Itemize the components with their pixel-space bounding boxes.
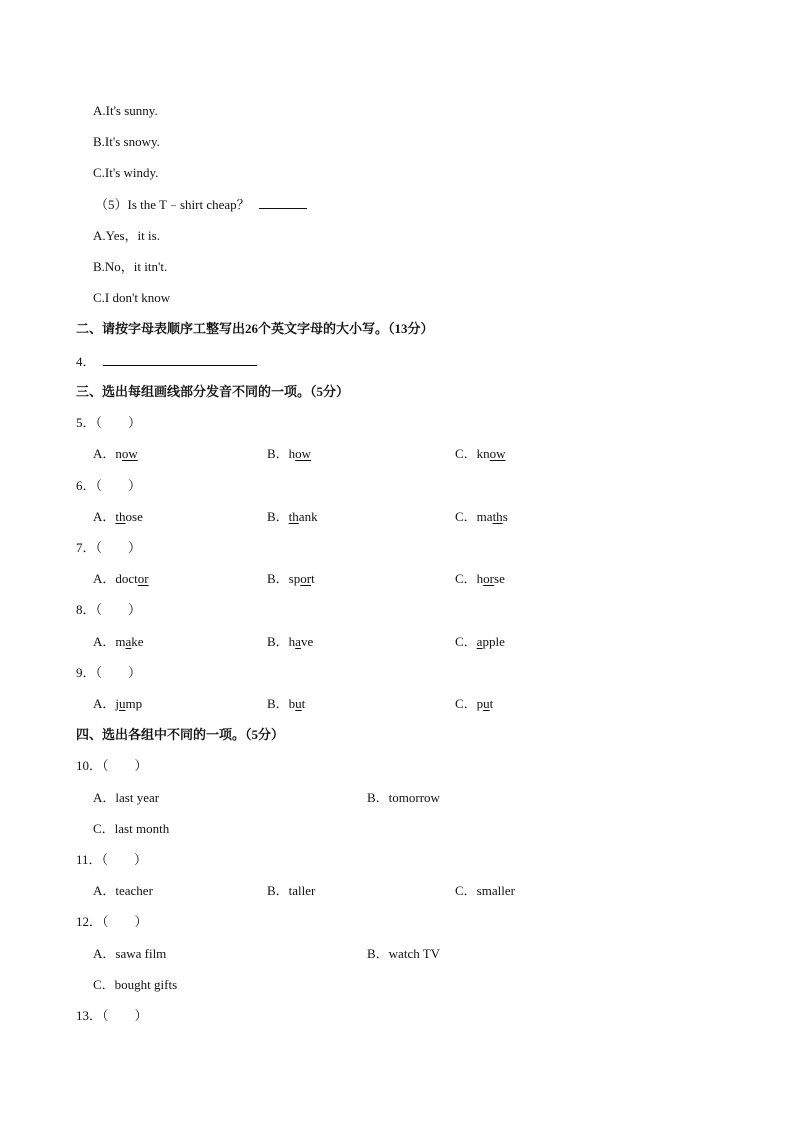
word-part: h [288, 446, 296, 461]
option-label: B． [267, 509, 289, 524]
option-b: B.It's snowy. [93, 134, 160, 149]
option-label: B． [267, 696, 289, 711]
option-label: C． [455, 634, 477, 649]
question-number: 7．（ ） [76, 540, 142, 555]
question-number: 9．（ ） [76, 665, 142, 680]
underlined-part: th [115, 509, 126, 524]
option-a: A.It's sunny. [93, 103, 158, 118]
underlined-part: ow [295, 446, 312, 461]
underlined-part: u [295, 696, 302, 711]
section-2-title: 二、请按字母表顺序工整写出26个英文字母的大小写。（13分） [76, 321, 434, 336]
question-number: 8．（ ） [76, 602, 142, 617]
answer-blank[interactable] [103, 353, 257, 366]
answer-blank[interactable] [259, 196, 307, 209]
underlined-part: th [288, 509, 299, 524]
option-label: C． [455, 446, 477, 461]
question-number: 13．（ ） [76, 1008, 148, 1023]
word-part: n [115, 446, 122, 461]
word-part: ke [131, 634, 144, 649]
option-label: A． [93, 696, 116, 711]
question-number: 10．（ ） [76, 758, 148, 773]
word-part: ma [476, 509, 493, 524]
word-part: ose [125, 509, 143, 524]
underlined-part: u [483, 696, 490, 711]
option-b: B．tomorrow [367, 790, 440, 805]
option-a [93, 634, 144, 650]
option-label: C． [455, 571, 477, 586]
underlined-part: or [300, 571, 312, 586]
question-5-subpart [95, 196, 307, 213]
word-part: m [115, 634, 126, 649]
question-number: 6．（ ） [76, 478, 142, 493]
option-a [93, 571, 149, 587]
word-part: doct [115, 571, 138, 586]
underlined-part: th [492, 509, 503, 524]
option-label: C． [455, 696, 477, 711]
option-label: A． [93, 446, 116, 461]
option-label: A． [93, 634, 116, 649]
word-part: kn [476, 446, 490, 461]
option-label: A． [93, 509, 116, 524]
option-a [93, 446, 138, 462]
word-part: t [489, 696, 494, 711]
option-b [267, 509, 318, 525]
word-part: ve [300, 634, 314, 649]
option-a: A．last year [93, 790, 160, 805]
option-b [267, 571, 315, 587]
option-label: C． [455, 509, 477, 524]
option-c: C.It's windy. [93, 165, 159, 180]
option-c: C．bought gifts [93, 977, 178, 992]
word-part: sp [288, 571, 301, 586]
word-part: se [494, 571, 505, 586]
underlined-part: a [476, 634, 483, 649]
option-a [93, 696, 142, 712]
section-3-title: 三、选出每组画线部分发音不同的一项。（5分） [76, 384, 350, 399]
word-part: h [288, 634, 296, 649]
option-c: C.I don't know [93, 290, 171, 305]
option-b: B．watch TV [367, 946, 441, 961]
question-4 [76, 353, 257, 370]
option-c [455, 571, 505, 587]
question-number: 5．（ ） [76, 415, 142, 430]
question-number: 12．（ ） [76, 914, 148, 929]
option-a: A．teacher [93, 883, 153, 898]
underlined-part: a [295, 634, 301, 649]
option-label: B． [267, 446, 289, 461]
option-c [455, 446, 506, 462]
option-label: A． [93, 571, 116, 586]
option-label: B． [267, 634, 289, 649]
question-text: （5）Is the T﹣shirt cheap？ [95, 197, 250, 212]
option-b [267, 446, 311, 462]
option-a: A．sawa film [93, 946, 167, 961]
option-b: B.No，it itn't. [93, 259, 168, 274]
underlined-part: or [137, 571, 149, 586]
word-part: h [476, 571, 484, 586]
word-part: t [311, 571, 315, 586]
option-c [455, 634, 505, 650]
option-b: B．taller [267, 883, 316, 898]
option-a [93, 509, 143, 525]
option-label: B． [267, 571, 289, 586]
option-c: C．last month [93, 821, 170, 836]
word-part: p [476, 696, 484, 711]
word-part: j [115, 696, 120, 711]
word-part: ank [298, 509, 318, 524]
option-c [455, 509, 508, 525]
option-c [455, 696, 493, 712]
underlined-part: ow [489, 446, 506, 461]
question-number: 11．（ ） [76, 852, 148, 867]
underlined-part: ow [121, 446, 138, 461]
section-4-title: 四、选出各组中不同的一项。（5分） [76, 727, 285, 742]
underlined-part: or [483, 571, 495, 586]
option-b [267, 696, 305, 712]
word-part: pple [482, 634, 505, 649]
word-part: t [301, 696, 306, 711]
option-b [267, 634, 313, 650]
word-part: mp [125, 696, 143, 711]
underlined-part: u [119, 696, 126, 711]
option-a: A.Yes，it is. [93, 228, 160, 243]
option-c: C．smaller [455, 883, 515, 898]
question-number: 4． [76, 354, 96, 369]
word-part: b [288, 696, 296, 711]
word-part: s [502, 509, 508, 524]
underlined-part: a [125, 634, 132, 649]
